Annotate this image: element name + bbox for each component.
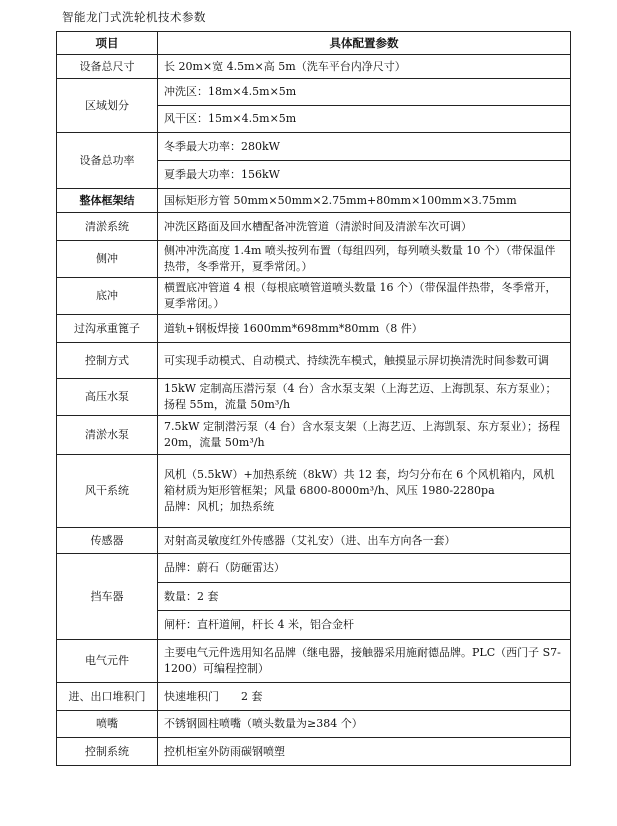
- table-row: [57, 554, 571, 583]
- table-row: [57, 213, 571, 241]
- row-label: 整体框架结: [57, 189, 158, 213]
- row-value: 冲洗区路面及回水槽配备冲洗管道（清淤时间及清淤车次可调）: [158, 213, 571, 241]
- table-header-row: [57, 32, 571, 55]
- row-value: 可实现手动模式、自动模式、持续洗车模式，触摸显示屏切换清洗时间参数可调: [158, 343, 571, 379]
- row-label: 挡车器: [57, 554, 158, 640]
- header-config: 具体配置参数: [158, 32, 571, 55]
- row-label: 过沟承重篦子: [57, 315, 158, 343]
- row-label: 清淤系统: [57, 213, 158, 241]
- row-label: 清淤水泵: [57, 416, 158, 455]
- table-row: [57, 241, 571, 278]
- row-value: 不锈钢圆柱喷嘴（喷头数量为≥384 个）: [158, 711, 571, 738]
- row-value: 控机柜室外防雨碳钢喷塑: [158, 738, 571, 766]
- table-row: [57, 455, 571, 528]
- row-value: 长 20m×宽 4.5m×高 5m（洗车平台内净尺寸）: [158, 55, 571, 79]
- row-label: 喷嘴: [57, 711, 158, 738]
- row-label: 底冲: [57, 278, 158, 315]
- row-label: 控制系统: [57, 738, 158, 766]
- table-row: [57, 55, 571, 79]
- row-label: 高压水泵: [57, 379, 158, 416]
- row-label: 侧冲: [57, 241, 158, 278]
- row-value: 横置底冲管道 4 根（每根底喷管道喷头数量 16 个）（带保温伴热带，冬季常开，夏季常闭。）: [158, 278, 571, 315]
- row-label: 传感器: [57, 528, 158, 554]
- row-label: 电气元件: [57, 640, 158, 683]
- row-label: 控制方式: [57, 343, 158, 379]
- row-value: 快速堆积门 2 套: [158, 683, 571, 711]
- row-label: 风干系统: [57, 455, 158, 528]
- header-item: 项目: [57, 32, 158, 55]
- row-value: 品牌：蔚石（防砸雷达）: [158, 554, 571, 583]
- row-value: 冲洗区：18m×4.5m×5m: [158, 79, 571, 106]
- row-value: 夏季最大功率：156kW: [158, 161, 571, 189]
- row-value: 数量：2 套: [158, 583, 571, 611]
- table-row: [57, 683, 571, 711]
- table-row: [57, 189, 571, 213]
- row-value: 道轨+钢板焊接 1600mm*698mm*80mm（8 件）: [158, 315, 571, 343]
- table-row: [57, 640, 571, 683]
- table-row: [57, 133, 571, 161]
- row-value: 对射高灵敏度红外传感器（艾礼安）（进、出车方向各一套）: [158, 528, 571, 554]
- row-value: 闸杆：直杆道闸，杆长 4 米，铝合金杆: [158, 611, 571, 640]
- row-value-line: 品牌：风机；加热系统: [164, 500, 274, 513]
- row-value: [158, 455, 571, 528]
- row-value: 国标矩形方管 50mm×50mm×2.75mm+80mm×100mm×3.75mm: [158, 189, 571, 213]
- table-row: [57, 278, 571, 315]
- row-label: 区域划分: [57, 79, 158, 133]
- table-row: [57, 343, 571, 379]
- spec-table: [56, 31, 571, 766]
- row-label: 设备总功率: [57, 133, 158, 189]
- table-row: [57, 379, 571, 416]
- row-value: 主要电气元件选用知名品牌（继电器，接触器采用施耐德品牌。PLC（西门子 S7-1200）可编程控制）: [158, 640, 571, 683]
- table-row: [57, 315, 571, 343]
- row-value-line: 风机（5.5kW）+加热系统（8kW）共 12 套，均匀分布在 6 个风机箱内，风机箱材质为矩形管框架；风量 6800-8000m³/h、风压 1980-2280pa: [164, 468, 555, 497]
- table-row: [57, 528, 571, 554]
- table-row: [57, 711, 571, 738]
- row-label: 设备总尺寸: [57, 55, 158, 79]
- row-value: 冬季最大功率：280kW: [158, 133, 571, 161]
- row-label: 进、出口堆积门: [57, 683, 158, 711]
- table-row: [57, 79, 571, 106]
- table-row: [57, 416, 571, 455]
- document-title: 智能龙门式洗轮机技术参数: [62, 10, 206, 24]
- row-value: 侧冲冲洗高度 1.4m 喷头按列布置（每组四列，每列喷头数量 10 个）（带保温伴热带，冬季常开，夏季常闭。）: [158, 241, 571, 278]
- table-row: [57, 738, 571, 766]
- row-value: 7.5kW 定制潜污泵（4 台）含水泵支架（上海艺迈、上海凯泵、东方泵业）；扬程 20m，流量 50m³/h: [158, 416, 571, 455]
- row-value: 风干区：15m×4.5m×5m: [158, 106, 571, 133]
- row-value: 15kW 定制高压潜污泵（4 台）含水泵支架（上海艺迈、上海凯泵、东方泵业）；扬程 55m，流量 50m³/h: [158, 379, 571, 416]
